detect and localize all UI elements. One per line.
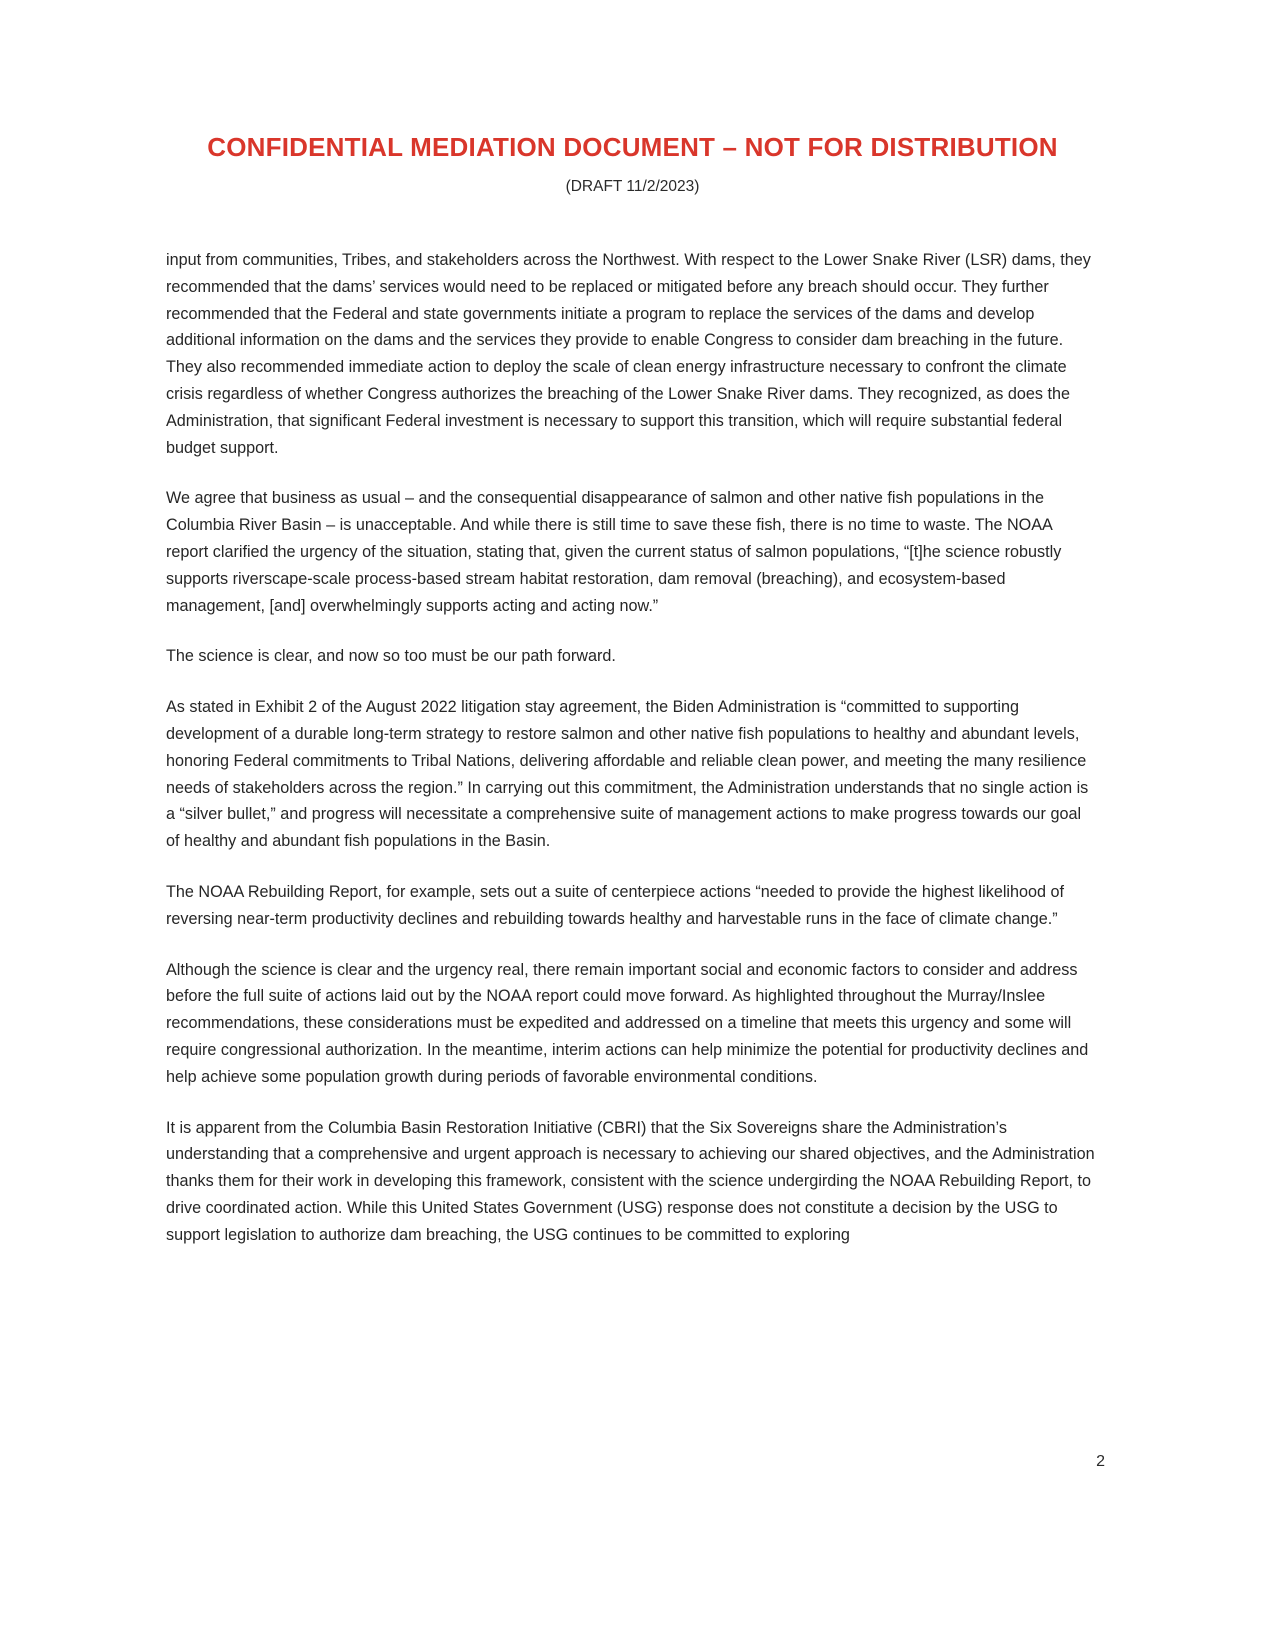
paragraph-7: It is apparent from the Columbia Basin Restoration Initiative (CBRI) that the Six Sovereigns share the Administration’s understanding that a comprehensive and urgent approach is necessary to achieving our shared objectives, and the Administration thanks them for their work in developing this framework, consistent with the science undergirding the NOAA Rebuilding Report, to drive coordinated action. While this United States Government (USG) response does not constitute a decision by the USG to support legislation to authorize dam breaching, the USG continues to be committed to exploring [166, 1118, 1095, 1244]
paragraph-1: input from communities, Tribes, and stakeholders across the Northwest. With respect to the Lower Snake River (LSR) dams, they recommended that the dams’ services would need to be replaced or mitigated before any breach should occur. They further recommended that the Federal and state governments initiate a program to replace the services of the dams and develop additional information on the dams and the services they provide to enable Congress to consider dam breaching in the future. They also recommended immediate action to deploy the scale of clean energy infrastructure necessary to confront the climate crisis regardless of whether Congress authorizes the breaching of the Lower Snake River dams. They recognized, as does the Administration, that significant Federal investment is necessary to support this transition, which will require substantial federal budget support. [166, 251, 1091, 457]
paragraph-5: The NOAA Rebuilding Report, for example, sets out a suite of centerpiece actions “needed to provide the highest likelihood of reversing near-term productivity declines and rebuilding towards healthy and harvestable runs in the face of climate change.” [166, 882, 1065, 928]
document-body [166, 247, 1096, 1273]
paragraph-4: As stated in Exhibit 2 of the August 2022 litigation stay agreement, the Biden Administration is “committed to supporting development of a durable long-term strategy to restore salmon and other native fish populations to healthy and abundant levels, honoring Federal commitments to Tribal Nations, delivering affordable and reliable clean power, and meeting the many resilience needs of stakeholders across the region.” In carrying out this commitment, the Administration understands that no single action is a “silver bullet,” and progress will necessitate a comprehensive suite of management actions to make progress towards our goal of healthy and abundant fish populations in the Basin. [166, 698, 1089, 851]
paragraph-6: Although the science is clear and the urgency real, there remain important social and economic factors to consider and address before the full suite of actions laid out by the NOAA report could move forward. As highlighted throughout the Murray/Inslee recommendations, these considerations must be expedited and addressed on a timeline that meets this urgency and some will require congressional authorization. In the meantime, interim actions can help minimize the potential for productivity declines and help achieve some population growth during periods of favorable environmental conditions. [166, 960, 1089, 1086]
draft-date-label: (DRAFT 11/2/2023) [565, 178, 700, 195]
paragraph-2: We agree that business as usual – and the consequential disappearance of salmon and other native fish populations in the Columbia River Basin – is unacceptable. And while there is still time to save these fish, there is no time to waste. The NOAA report clarified the urgency of the situation, stating that, given the current status of salmon populations, “[t]he science robustly supports riverscape-scale process-based stream habitat restoration, dam removal (breaching), and ecosystem-based management, [and] overwhelmingly supports acting and acting now.” [166, 489, 1062, 615]
confidential-header-title: CONFIDENTIAL MEDIATION DOCUMENT – NOT FOR DISTRIBUTION [207, 132, 1058, 162]
paragraph-3: The science is clear, and now so too must be our path forward. [166, 647, 616, 666]
page-number: 2 [1096, 1453, 1105, 1470]
